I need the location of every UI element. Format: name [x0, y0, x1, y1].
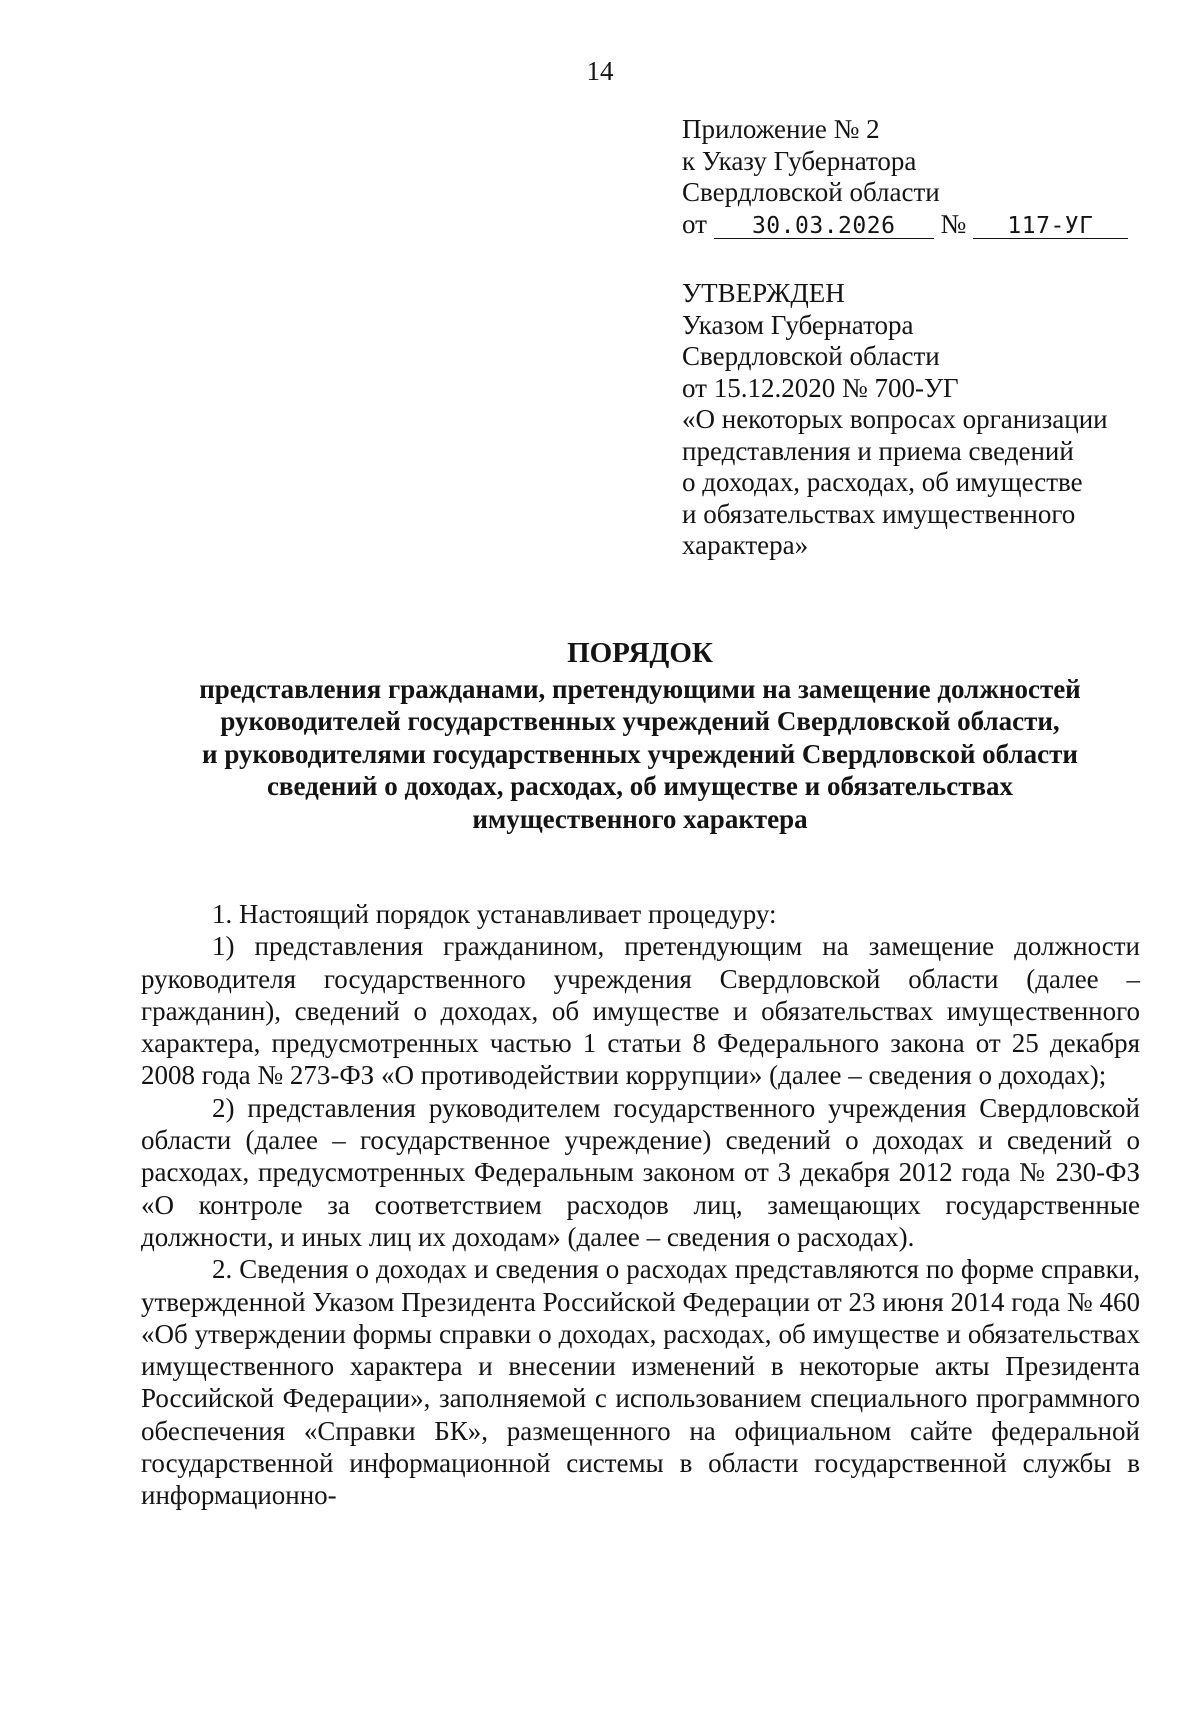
page-number: 14: [586, 56, 614, 86]
document-body: [141, 898, 1140, 1512]
annex-from-label: от: [682, 208, 707, 239]
annex-date-number-line: [682, 209, 1142, 241]
approved-line: «О некоторых вопросах организации: [682, 404, 1108, 434]
document-title: ПОРЯДОК: [567, 637, 713, 669]
body-paragraph: 1) представления гражданином, претендующим на замещение должности руководителя государственного учреждения Свердловской области (далее – гражданин), сведений о доходах, об имуществе и обязательствах имущественного характера, предусмотренных частью 1 статьи 8 Федерального закона от 25 декабря 2008 года № 273-ФЗ «О противодействии коррупции» (далее – сведения о доходах);: [141, 931, 1140, 1091]
body-paragraph: 1. Настоящий порядок устанавливает процедуру:: [212, 899, 777, 929]
approved-line: и обязательствах имущественного: [682, 498, 1076, 529]
document-subtitle-line: сведений о доходах, расходах, об имуществе и обязательствах: [266, 771, 1014, 801]
approved-line: характера»: [682, 530, 809, 560]
annex-title: Приложение № 2: [682, 114, 880, 144]
annex-region: Свердловской области: [682, 177, 940, 207]
annex-reference: к Указу Губернатора: [682, 145, 917, 176]
body-paragraph: 2. Сведения о доходах и сведения о расходах представляются по форме справки, утвержденной Указом Президента Российской Федерации от 23 июня 2014 года № 460 «Об утверждении формы справки о доходах, расходах, об имуществе и обязательствах имущественного характера и внесении изменений в некоторые акты Президента Российской Федерации», заполняемой с использованием специального программного обеспечения «Справки БК», размещенного на официальном сайте федеральной государственной информационной системы в области государственной службы в информационно-: [141, 1254, 1140, 1511]
document-title-block: [140, 637, 1140, 835]
document-subtitle-line: представления гражданами, претендующими на замещение должностей: [199, 673, 1081, 704]
approved-line: о доходах, расходах, об имуществе: [682, 467, 1083, 497]
document-subtitle-line: и руководителями государственных учреждений Свердловской области: [202, 738, 1078, 769]
document-subtitle-line: руководителей государственных учреждений Свердловской области,: [220, 706, 1060, 736]
body-paragraph: 2) представления руководителем государственного учреждения Свердловской области (далее – государственное учреждение) сведений о доходах и сведений о расходах, предусмотренных Федеральным законом от 3 декабря 2012 года № 230-ФЗ «О контроле за соответствием расходов лиц, замещающих государственные должности, и иных лиц их доходам» (далее – сведения о расходах).: [141, 1092, 1140, 1252]
approved-line: от 15.12.2020 № 700-УГ: [682, 372, 959, 403]
annex-number-field: 117-УГ: [973, 214, 1128, 239]
approved-line: Указом Губернатора: [682, 309, 914, 340]
annex-date-field: 30.03.2026: [714, 214, 934, 239]
approved-line: Свердловской области: [682, 341, 940, 371]
annex-number-label: №: [940, 208, 967, 239]
annex-block: [682, 114, 1142, 240]
approved-line: представления и приема сведений: [682, 435, 1074, 466]
approved-heading: УТВЕРЖДЕН: [682, 278, 845, 308]
approved-block: [682, 278, 1142, 562]
document-subtitle-line: имущественного характера: [472, 803, 808, 834]
